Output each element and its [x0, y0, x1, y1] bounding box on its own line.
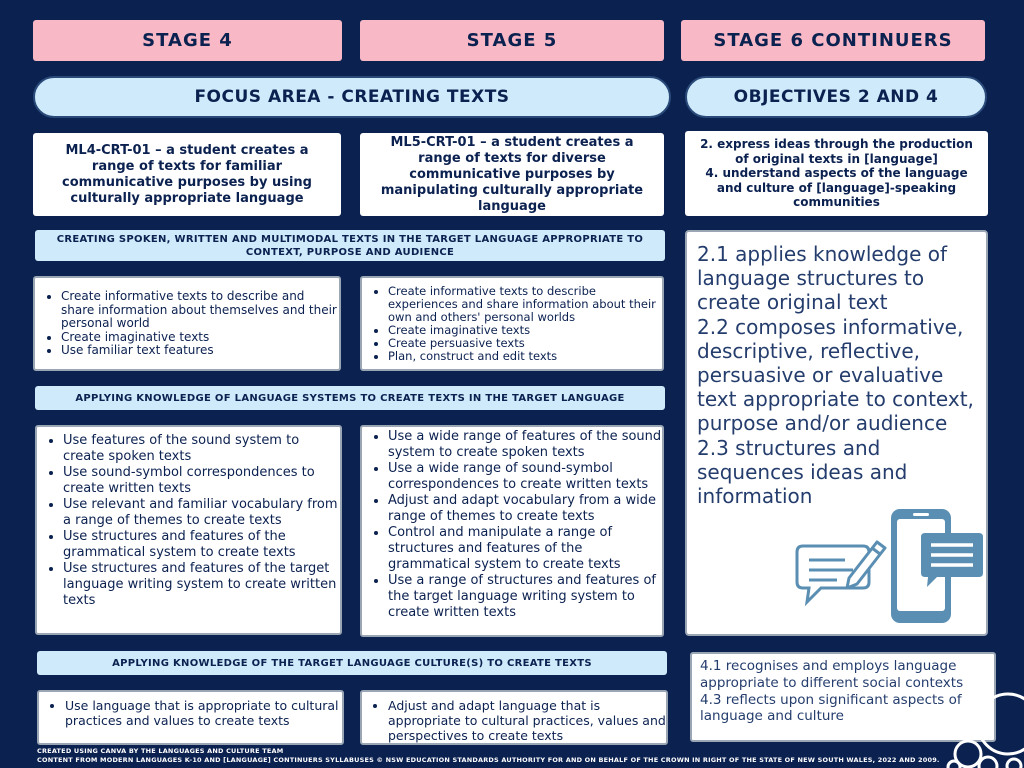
- stage-5-creating-list: [360, 276, 664, 371]
- stage-4-culture-list: [37, 690, 344, 745]
- list-item: • Create imaginative texts: [61, 331, 339, 345]
- decorative-circles: [944, 690, 1024, 768]
- stage-6-outcomes-text: [697, 242, 979, 508]
- stage-6-label: STAGE 6 CONTINUERS: [713, 30, 953, 51]
- objective-2: 2. express ideas through the production of original texts in [language]: [700, 137, 973, 166]
- section-culture-title: [37, 651, 667, 675]
- section-creating-texts-title: [35, 230, 665, 261]
- smartphone-message-icon: [877, 507, 987, 627]
- list-item: • Use a range of structures and features of the target language writing system to create written texts: [388, 573, 662, 621]
- outcome-4-1: 4.1 recognises and employs language appropriate to different social contexts: [700, 658, 964, 691]
- footer-credit: CREATED USING CANVA BY THE LANGUAGES AND CULTURE TEAM: [37, 747, 284, 755]
- stage-4-header: [33, 20, 342, 61]
- objectives-label: OBJECTIVES 2 AND 4: [733, 87, 939, 107]
- stage-5-culture-list: [360, 690, 668, 745]
- section-3-title-text: APPLYING KNOWLEDGE OF THE TARGET LANGUAGE CULTURE(S) TO CREATE TEXTS: [112, 657, 592, 669]
- list-item: • Use structures and features of the target language writing system to create written texts: [63, 561, 340, 609]
- list-item: • Use a wide range of features of the sound system to create spoken texts: [388, 429, 662, 461]
- stage-4-language-systems-list: [35, 425, 342, 635]
- outcome-2-2: 2.2 composes informative, descriptive, reflective, persuasive or evaluative text appropriate to context, purpose and/or audience: [697, 314, 974, 436]
- list-item: • Use relevant and familiar vocabulary from a range of themes to create texts: [63, 497, 340, 529]
- stage-5-header: [360, 20, 664, 61]
- list-item: • Use familiar text features: [61, 344, 339, 358]
- list-item: • Create persuasive texts: [388, 337, 662, 350]
- section-1-title-text: CREATING SPOKEN, WRITTEN AND MULTIMODAL TEXTS IN THE TARGET LANGUAGE APPROPRIATE TO CONTEXT, PURPOSE AND AUDIENCE: [56, 233, 644, 258]
- section-2-title-text: APPLYING KNOWLEDGE OF LANGUAGE SYSTEMS TO CREATE TEXTS IN THE TARGET LANGUAGE: [75, 392, 625, 404]
- stage-4-outcome: [33, 133, 341, 216]
- list-item: • Use structures and features of the grammatical system to create texts: [63, 529, 340, 561]
- objectives-pill: [685, 76, 987, 118]
- list-item: • Plan, construct and edit texts: [388, 350, 662, 363]
- list-item: • Use language that is appropriate to cultural practices and values to create texts: [65, 698, 342, 728]
- objectives-box: [685, 131, 988, 216]
- outcome-4-3: 4.3 reflects upon significant aspects of language and culture: [700, 691, 962, 725]
- focus-area-label: FOCUS AREA - CREATING TEXTS: [194, 87, 510, 107]
- stage-5-outcome: [360, 133, 664, 216]
- stage-5-label: STAGE 5: [466, 30, 558, 51]
- list-item: • Use a wide range of sound-symbol correspondences to create written texts: [388, 461, 662, 493]
- outcome-2-3: 2.3 structures and sequences ideas and information: [697, 435, 908, 509]
- list-item: • Adjust and adapt language that is appropriate to cultural practices, values and perspectives to create texts: [388, 698, 666, 743]
- list-item: • Adjust and adapt vocabulary from a wide range of themes to create texts: [388, 493, 662, 525]
- objective-4: 4. understand aspects of the language and culture of [language]-speaking communities: [705, 166, 968, 210]
- list-item: • Control and manipulate a range of structures and features of the grammatical system to create texts: [388, 525, 662, 573]
- stage-6-objective-2-outcomes: [685, 230, 988, 636]
- stage-5-outcome-text: ML5-CRT-01 – a student creates a range of texts for diverse communicative purposes by manipulating culturally appropriate language: [380, 134, 644, 214]
- footer-copyright: CONTENT FROM MODERN LANGUAGES K-10 AND [LANGUAGE] CONTINUERS SYLLABUSES © NSW EDUCATION STANDARDS AUTHORITY FOR AND ON BEHALF OF THE CROWN IN RIGHT OF THE STATE OF NEW SOUTH WALES, 2022 AND 2009.: [37, 756, 940, 764]
- list-item: • Create informative texts to describe and share information about themselves and their personal world: [61, 290, 339, 331]
- stage-4-outcome-text: ML4-CRT-01 – a student creates a range of texts for familiar communicative purposes by using culturally appropriate language: [61, 142, 312, 206]
- list-item: • Use sound-symbol correspondences to create written texts: [63, 465, 340, 497]
- stage-5-language-systems-list: [360, 425, 664, 637]
- focus-area-pill: [33, 76, 671, 118]
- section-language-systems-title: [35, 386, 665, 410]
- outcome-2-1: 2.1 applies knowledge of language structures to create original text: [697, 242, 948, 315]
- stage-4-creating-list: [33, 276, 341, 371]
- list-item: • Create imaginative texts: [388, 324, 662, 337]
- stage-6-header: [681, 20, 985, 61]
- list-item: • Create informative texts to describe experiences and share information about their own and others' personal worlds: [388, 285, 662, 324]
- list-item: • Use features of the sound system to create spoken texts: [63, 433, 340, 465]
- stage-4-label: STAGE 4: [142, 30, 233, 51]
